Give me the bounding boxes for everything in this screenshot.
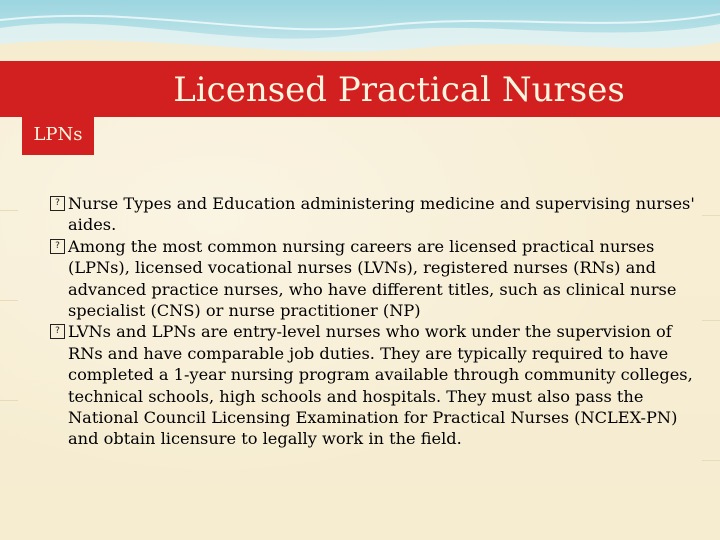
decorative-dash bbox=[0, 300, 18, 301]
missing-glyph-icon: ? bbox=[50, 239, 65, 254]
missing-glyph-icon: ? bbox=[50, 324, 65, 339]
bullet-list bbox=[50, 193, 700, 450]
decorative-dash bbox=[0, 400, 18, 401]
bullet-text: Among the most common nursing careers are licensed practical nurses (LPNs), licensed vocational nurses (LVNs), registered nurses (RNs) and advanced practice nurses, who have different titles, such as clinical nurse specialist (CNS) or nurse practitioner (NP) bbox=[68, 236, 677, 321]
decorative-dash bbox=[702, 460, 720, 461]
bullet-text: Nurse Types and Education administering medicine and supervising nurses' aides. bbox=[68, 194, 695, 235]
bullet-item bbox=[50, 193, 700, 236]
bullet-text: LVNs and LPNs are entry-level nurses who work under the supervision of RNs and have comparable job duties. They are typically required to have completed a 1-year nursing program available through community colleges, technical schools, high schools and hospitals. They must also pass the National Council Licensing Examination for Practical Nurses (NCLEX-PN) and obtain licensure to legally work in the field. bbox=[68, 322, 693, 449]
missing-glyph-icon: ? bbox=[50, 196, 65, 211]
decorative-dash bbox=[702, 215, 720, 216]
decorative-dash bbox=[702, 320, 720, 321]
slide-title: Licensed Practical Nurses bbox=[173, 70, 625, 110]
slide-subtitle: LPNs bbox=[33, 124, 83, 145]
decorative-wave-header bbox=[0, 0, 720, 70]
bullet-item bbox=[50, 236, 700, 322]
bullet-item bbox=[50, 321, 700, 449]
decorative-dash bbox=[0, 210, 18, 211]
